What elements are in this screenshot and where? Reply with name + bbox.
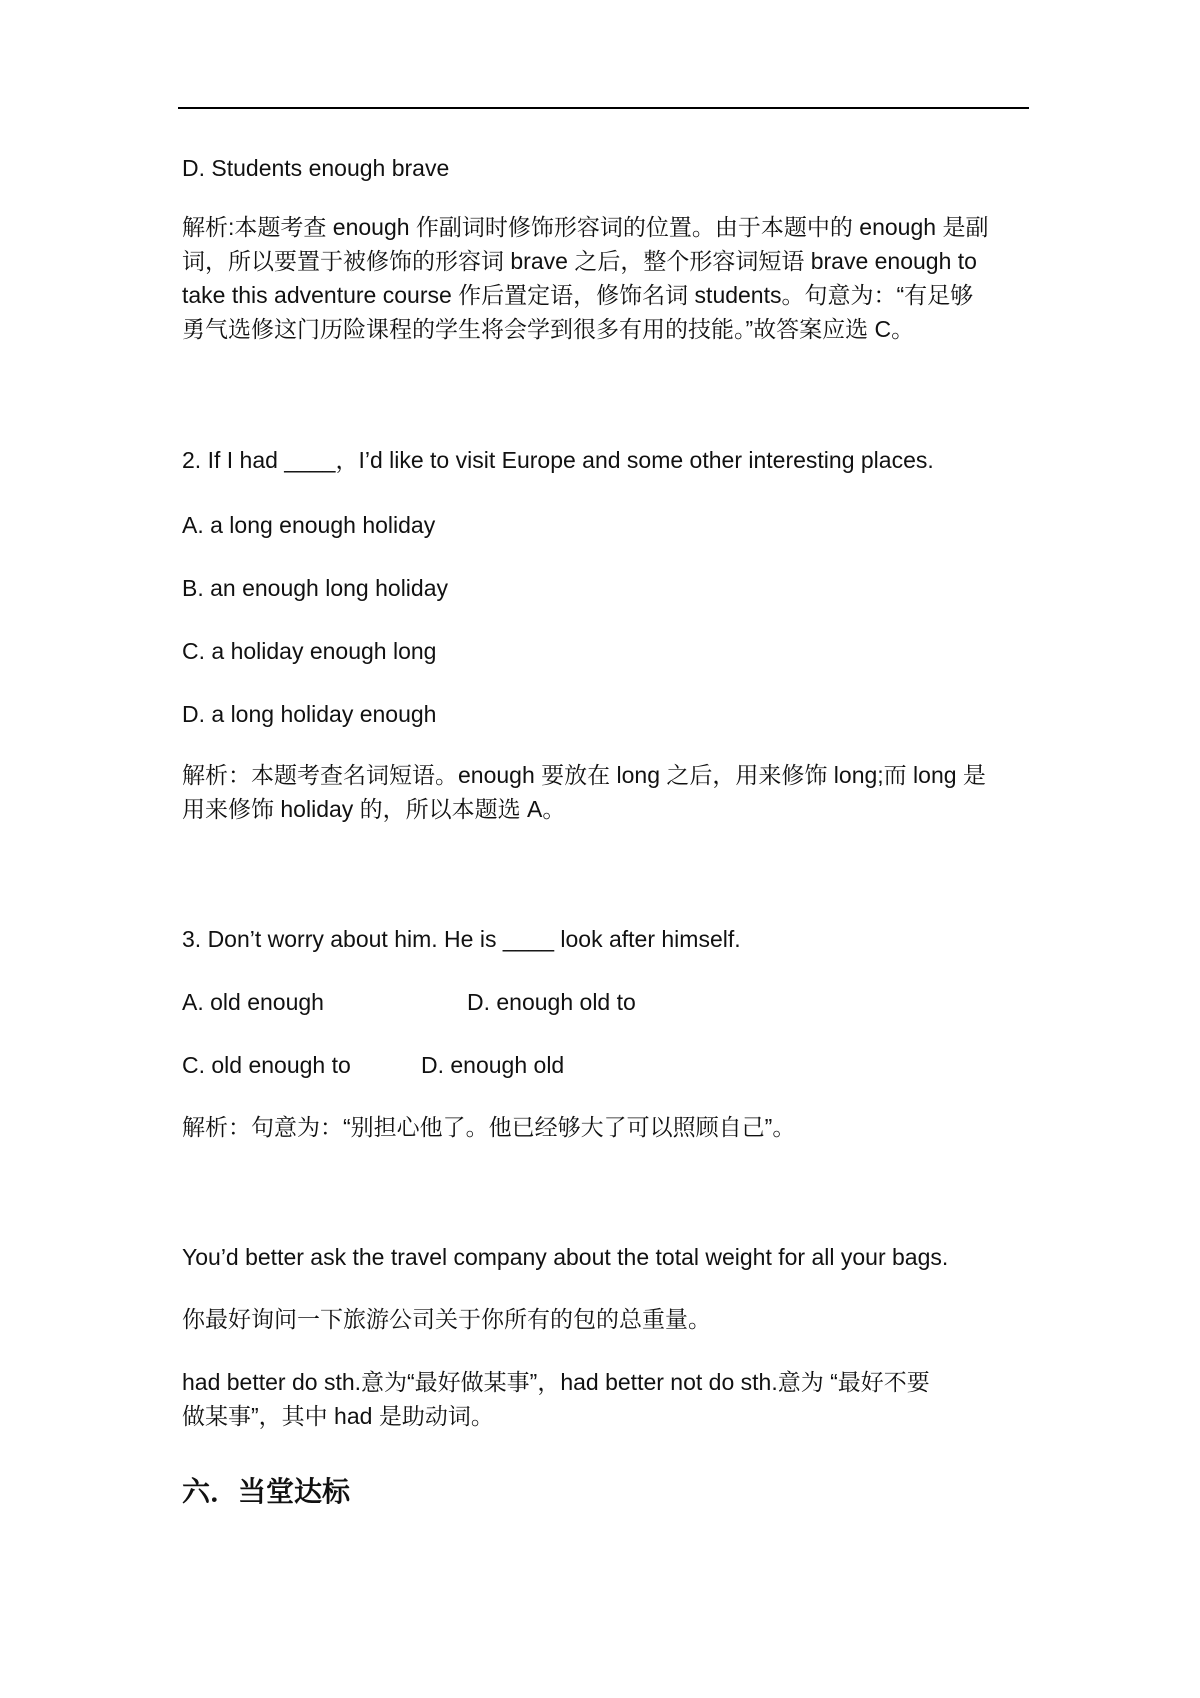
q3-option-c: C. old enough to — [182, 1052, 351, 1078]
grammar-sentence-en: You’d better ask the travel company about the total weight for all your bags. — [182, 1244, 949, 1270]
q3-option-b: D. enough old to — [467, 989, 636, 1015]
q2-option-a: A. a long enough holiday — [182, 512, 436, 538]
section-heading: 六．当堂达标 — [182, 1475, 351, 1508]
q2-option-c: C. a holiday enough long — [182, 638, 437, 664]
q2-option-d: D. a long holiday enough — [182, 701, 437, 727]
grammar-explanation-line-2: 做某事”，其中 had 是助动词。 — [182, 1403, 494, 1429]
q2-option-b: B. an enough long holiday — [182, 575, 448, 601]
q3-option-a: A. old enough — [182, 989, 324, 1015]
q3-analysis: 解析：句意为：“别担心他了。他已经够大了可以照顾自己”。 — [182, 1114, 796, 1140]
q2-analysis-line-1: 解析：本题考查名词短语。enough 要放在 long 之后，用来修饰 long;而 long 是 — [182, 762, 986, 788]
q1-option-d: D. Students enough brave — [182, 155, 450, 181]
grammar-sentence-zh: 你最好询问一下旅游公司关于你所有的包的总重量。 — [182, 1306, 711, 1332]
grammar-explanation-line-1: had better do sth.意为“最好做某事”，had better not do sth.意为 “最好不要 — [182, 1369, 930, 1395]
q3-stem: 3. Don’t worry about him. He is ____ look after himself. — [182, 926, 741, 952]
q1-analysis-line-4: 勇气选修这门历险课程的学生将会学到很多有用的技能。”故答案应选 C。 — [182, 316, 915, 342]
q1-analysis-line-1: 解析:本题考查 enough 作副词时修饰形容词的位置。由于本题中的 enough 是副 — [182, 214, 989, 240]
q1-analysis-line-2: 词，所以要置于被修饰的形容词 brave 之后，整个形容词短语 brave enough to — [182, 248, 977, 274]
q2-stem: 2. If I had ____，I’d like to visit Europe and some other interesting places. — [182, 447, 934, 473]
q2-analysis-line-2: 用来修饰 holiday 的，所以本题选 A。 — [182, 796, 566, 822]
q1-analysis-line-3: take this adventure course 作后置定语，修饰名词 students。句意为：“有足够 — [182, 282, 974, 308]
q3-option-d: D. enough old — [421, 1052, 565, 1078]
header-rule — [178, 107, 1029, 109]
